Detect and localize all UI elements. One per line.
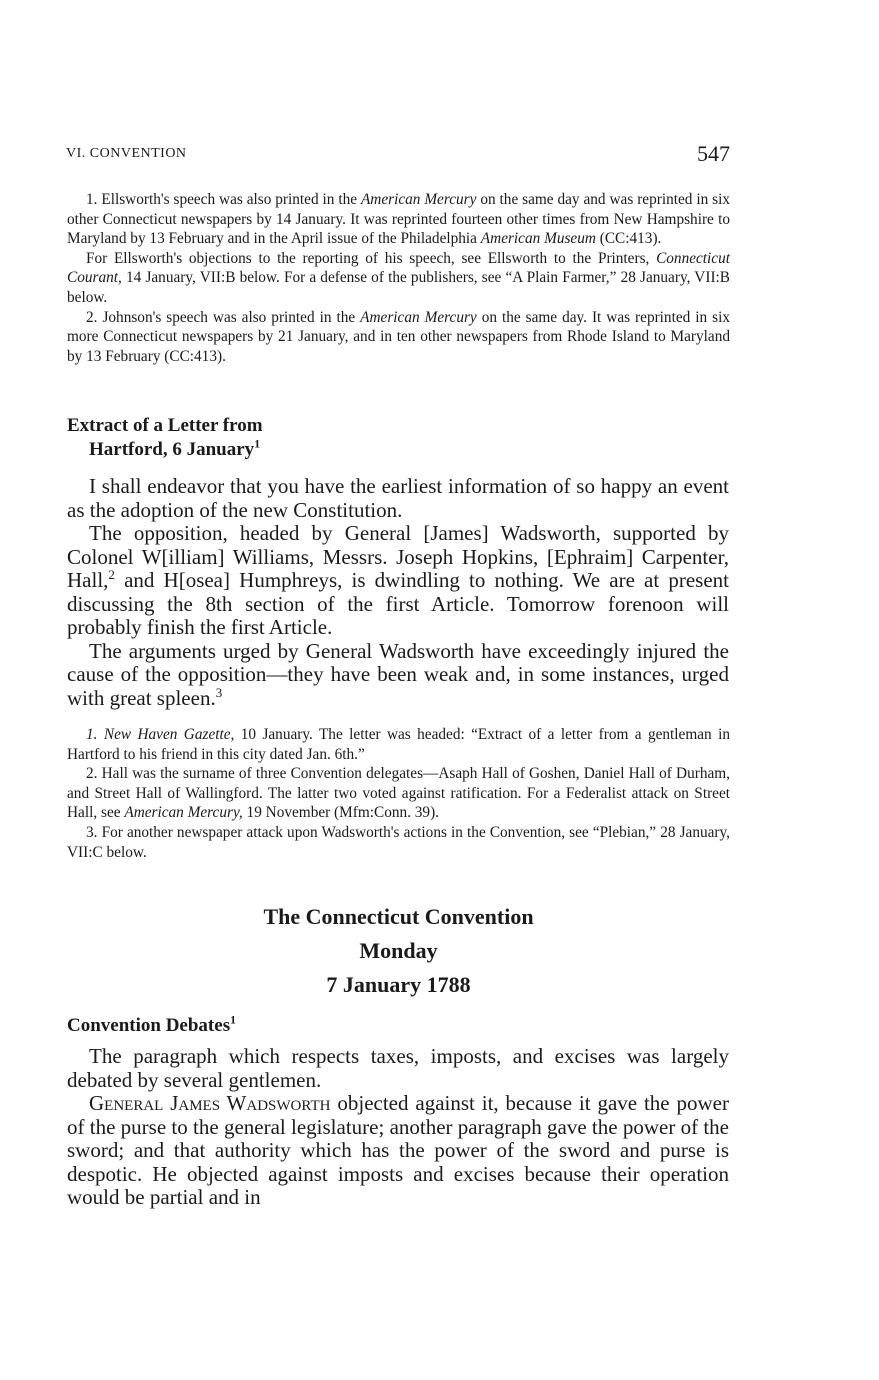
debates-body [67, 1044, 729, 1210]
footnote: 3. For another newspaper attack upon Wadsworth's actions in the Convention, see “Plebian,” 28 January, VII:C below. [67, 823, 730, 861]
paragraph: I shall endeavor that you have the earliest information of so happy an event as the adoption of the new Constitution. [67, 474, 729, 522]
letter-heading-line1: Extract of a Letter from [67, 415, 263, 436]
paragraph: The arguments urged by General Wadsworth have exceedingly injured the cause of the opposition—they have been weak and, in some instances, urged with great spleen.$^3$ [67, 638, 729, 710]
convention-title-block [0, 900, 797, 1002]
footnote-ref: 2 [108, 567, 115, 582]
paragraph: The paragraph which respects taxes, imposts, and excises was largely debated by several gentlemen. [67, 1044, 729, 1092]
convention-day: Monday [359, 938, 438, 963]
running-header: VI. CONVENTION [66, 146, 187, 161]
footnote-ref: 1 [230, 1013, 236, 1027]
footnotes-top [67, 190, 730, 366]
paragraph: General James Wadsworth objected against it, because it gave the power of the purse to the general legislature; another paragraph gave the power of the sword; and that authority which has the power of the sword and purse is despotic. He objected against imposts and excises because their operation would be partial and in [67, 1091, 729, 1209]
footnote-ref: 1 [254, 437, 261, 451]
letter-body [67, 474, 729, 710]
footnote: 1. New Haven Gazette, 10 January. The letter was headed: “Extract of a letter from a gentleman in Hartford to his friend in this city dated Jan. 6th.” [67, 726, 730, 763]
page-number: 547 [697, 141, 730, 166]
convention-title: The Connecticut Convention [263, 904, 534, 929]
footnote: 1. Ellsworth's speech was also printed in the American Mercury on the same day and was reprinted in six other Connecticut newspapers by 14 January. It was reprinted fourteen other times from New Hampshire to Maryland by 13 February and in the April issue of the Philadelphia American Museum (CC:413). [67, 191, 730, 248]
footnote: 2. Hall was the surname of three Convention delegates—Asaph Hall of Goshen, Daniel Hall of Durham, and Street Hall of Wallingford. The latter two voted against ratification. For a Federalist attack on Street Hall, see American Mercury, 19 November (Mfm:Conn. 39). [67, 765, 730, 822]
footnotes-mid [67, 725, 730, 862]
letter-heading [67, 414, 263, 462]
footnote: 2. Johnson's speech was also printed in the American Mercury on the same day. It was reprinted in six more Connecticut newspapers by 21 January, and in ten other newspapers from Rhode Island to Maryland by 13 February (CC:413). [67, 308, 730, 365]
footnote: For Ellsworth's objections to the reporting of his speech, see Ellsworth to the Printers, Connecticut Courant, 14 January, VII:B below. For a defense of the publishers, see “A Plain Farmer,” 28 January, VII:B below. [67, 249, 730, 306]
debates-heading: Convention Debates$^1$ [67, 1013, 236, 1036]
paragraph: The opposition, headed by General [James] Wadsworth, supported by Colonel W[illiam] Williams, Messrs. Joseph Hopkins, [Ephraim] Carpenter, Hall,$^2$ and H[osea] Humphreys, is dwindling to nothing. We are at present discussing the 8th section of the first Article. Tomorrow forenoon will probably finish the first Article. [67, 521, 729, 639]
convention-date: 7 January 1788 [326, 972, 471, 997]
footnote-ref: 3 [215, 684, 223, 700]
letter-heading-line2: Hartford, 6 January$^1$ [89, 437, 261, 460]
speaker-name: General James Wadsworth [89, 1091, 331, 1115]
